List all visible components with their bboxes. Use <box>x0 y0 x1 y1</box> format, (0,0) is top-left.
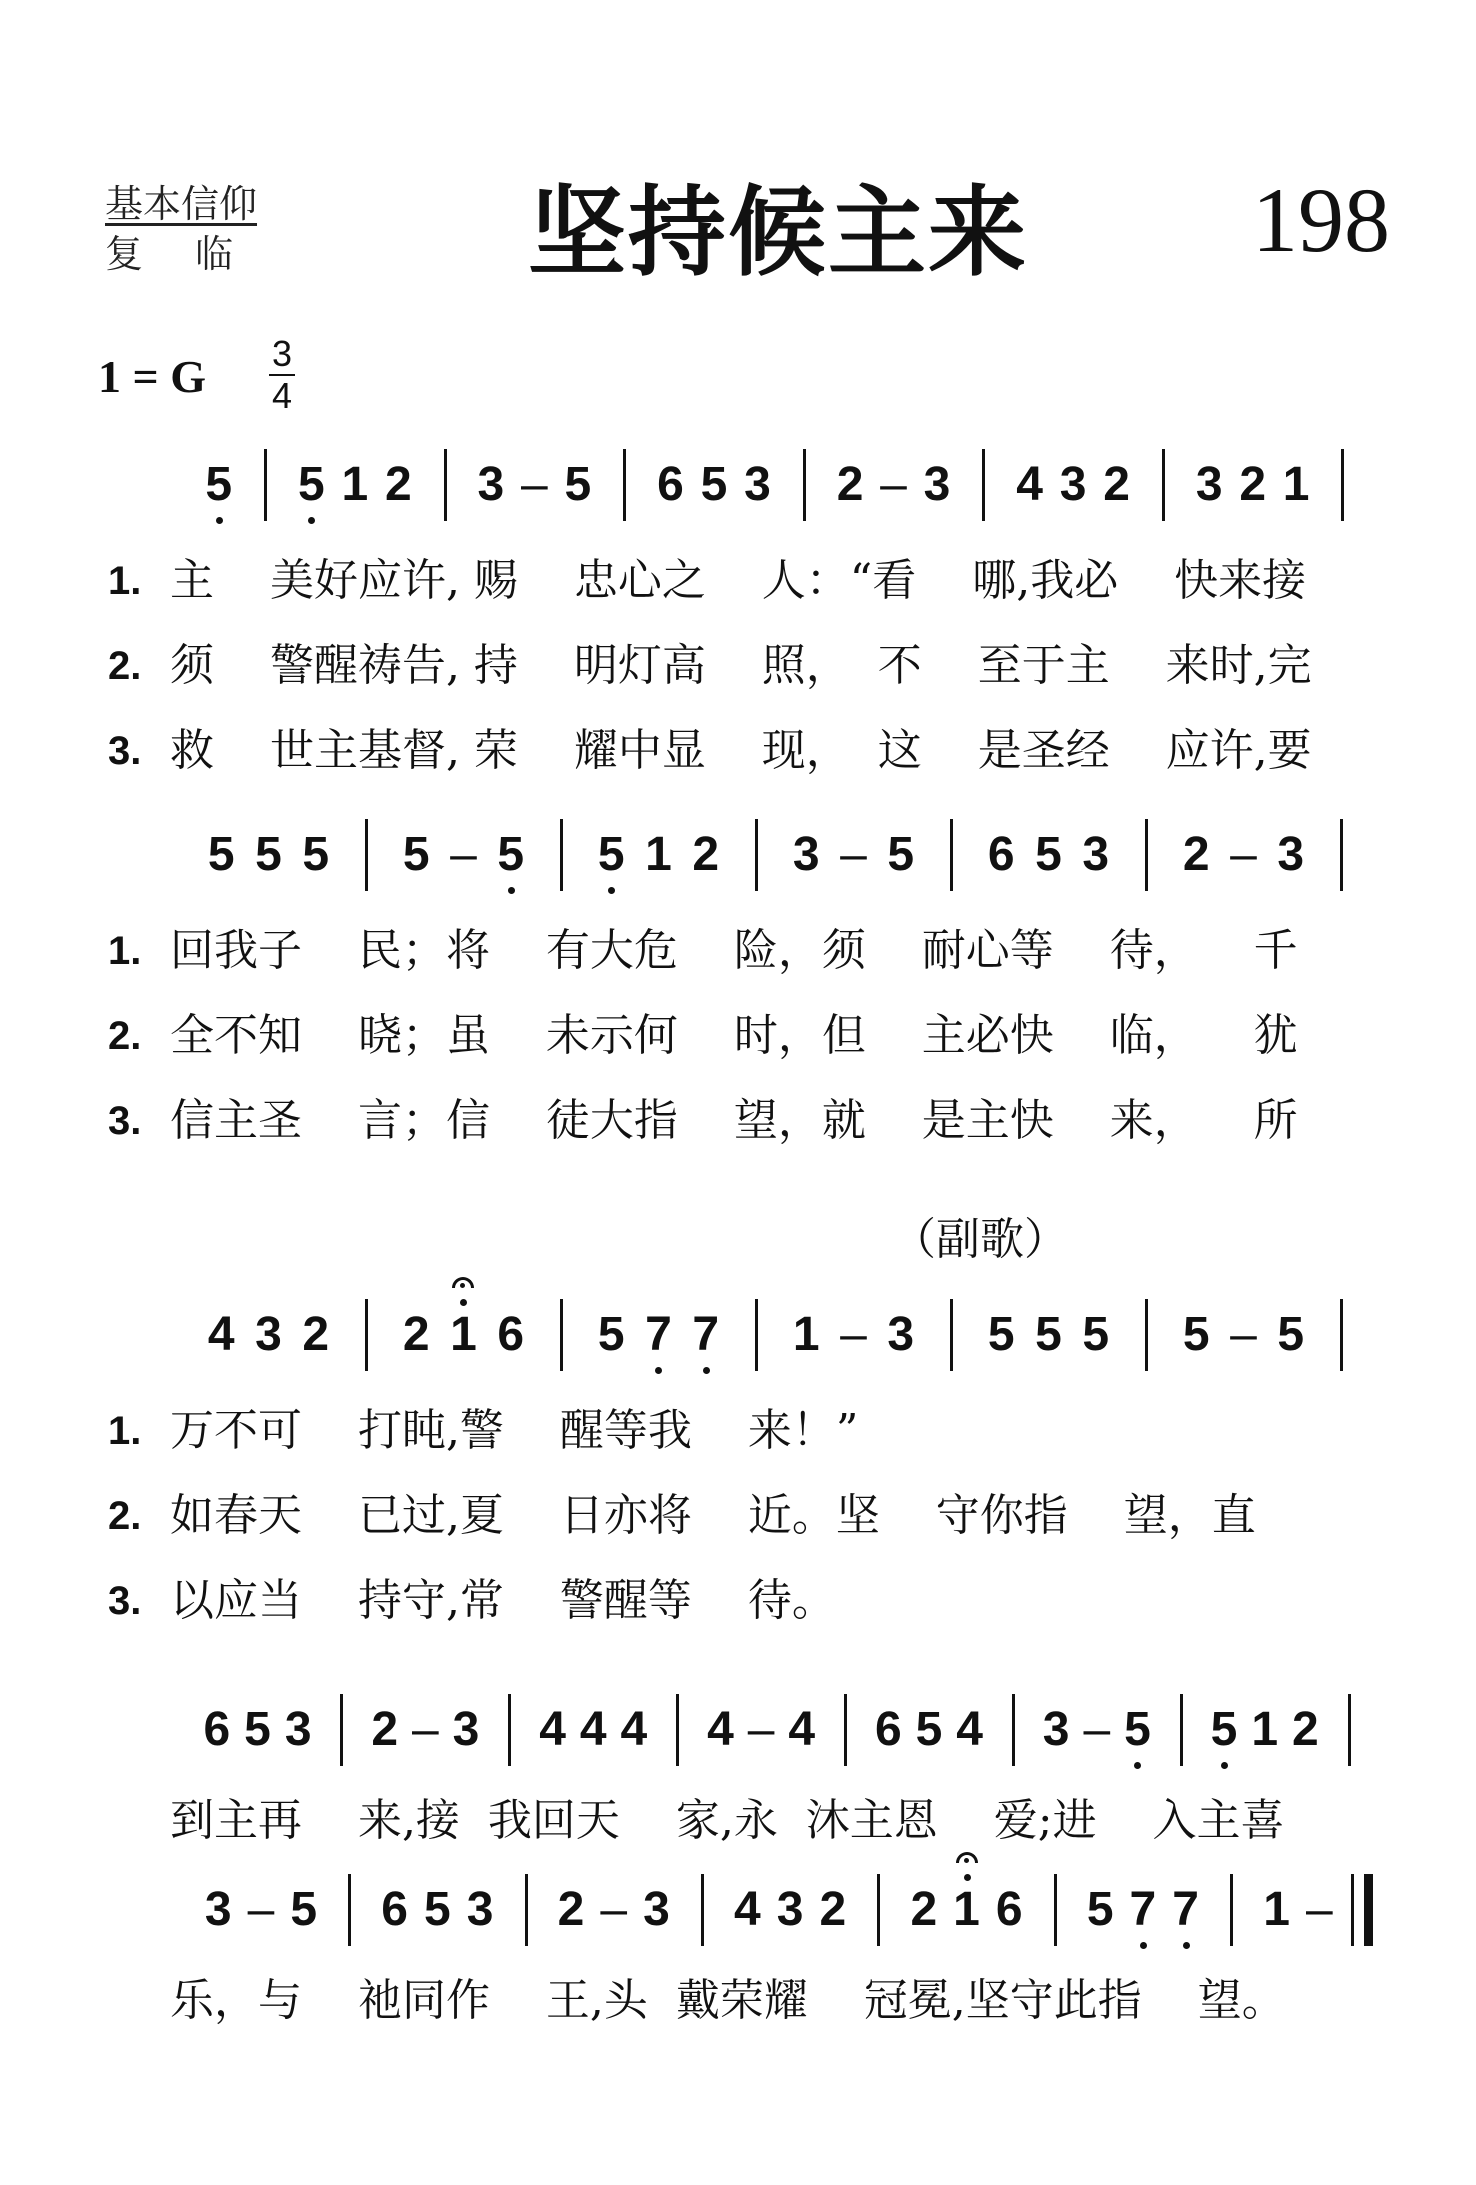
low-octave-dot <box>655 1367 662 1374</box>
note: 5 <box>290 1883 318 1936</box>
hymn-title: 坚持候主来 <box>528 176 1029 290</box>
time-numerator: 3 <box>271 333 293 374</box>
notation-line <box>0 1700 1476 1766</box>
note: 2 <box>1291 1703 1319 1756</box>
note: 3 <box>284 1703 312 1756</box>
lyric-line: 须 警醒祷告, 持 明灯高 照， 不 至于主 来时,完 <box>170 640 1312 691</box>
barline <box>1340 1299 1343 1371</box>
high-octave-dot <box>460 1299 467 1306</box>
note: 4 <box>539 1703 566 1756</box>
note: 5 <box>1035 1308 1062 1361</box>
lyric-line: 如春天 已过,夏 日亦将 近。坚 守你指 望，直 <box>170 1490 1256 1541</box>
note-extension-dash: – <box>880 458 907 511</box>
note: 1 <box>341 458 369 511</box>
note-extension-dash: – <box>840 1308 867 1361</box>
key-signature: 1 = G <box>98 351 206 402</box>
note: 3 <box>744 458 771 511</box>
note: 2 <box>819 1883 847 1936</box>
verse-number: 3. <box>108 1579 142 1623</box>
lyric-line: 乐，与 祂同作 王,头 戴荣耀 冠冕,坚守此指 望。 <box>170 1975 1286 2026</box>
note: 5 <box>1035 828 1062 881</box>
note-extension-dash: – <box>1083 1703 1111 1756</box>
low-octave-dot <box>216 517 223 524</box>
barline <box>560 1299 563 1371</box>
barline <box>950 1299 953 1371</box>
note: 5 <box>291 455 331 515</box>
low-octave-dot <box>1183 1942 1190 1949</box>
note: 5 <box>207 828 235 881</box>
barline <box>1351 1874 1354 1946</box>
barline <box>525 1874 528 1946</box>
barline <box>1230 1874 1233 1946</box>
note: 1 <box>443 1305 483 1365</box>
note: 6 <box>657 458 684 511</box>
lyric-line: 万不可 打盹,警 醒等我 来！” <box>170 1405 859 1456</box>
lyric-line: 全不知 晓；虽 未示何 时，但 主必快 临， 犹 <box>170 1010 1298 1061</box>
barline <box>1145 1299 1148 1371</box>
note: 4 <box>788 1703 816 1756</box>
note: 5 <box>564 458 592 511</box>
note: 2 <box>1182 828 1210 881</box>
note-extension-dash: – <box>247 1883 275 1936</box>
verse-number: 1. <box>108 559 142 603</box>
note: 5 <box>1082 1308 1110 1361</box>
low-octave-dot <box>1221 1762 1228 1769</box>
subcategory-label: 复临 <box>105 232 286 276</box>
barline <box>264 449 267 521</box>
note: 6 <box>995 1883 1023 1936</box>
lyric-line: 以应当 持守,常 警醒等 待。 <box>170 1575 836 1626</box>
barline <box>877 1874 880 1946</box>
note: 5 <box>887 828 915 881</box>
note: 5 <box>423 1883 451 1936</box>
verse-number: 1. <box>108 929 142 973</box>
note-extension-dash: – <box>600 1883 628 1936</box>
note: 5 <box>591 825 631 885</box>
barline <box>1054 1874 1057 1946</box>
time-denominator: 4 <box>271 375 293 416</box>
note: 5 <box>597 1308 625 1361</box>
hymn-number: 198 <box>1252 169 1390 271</box>
notation-line <box>0 825 1476 891</box>
note: 7 <box>638 1305 678 1365</box>
note: 6 <box>874 1703 902 1756</box>
note: 1 <box>1282 458 1310 511</box>
note-extension-dash: – <box>840 828 867 881</box>
lyric-line: 主 美好应许, 赐 忠心之 人：“看 哪,我必 快来接 <box>170 555 1307 606</box>
note: 2 <box>692 828 720 881</box>
low-octave-dot <box>1134 1762 1141 1769</box>
low-octave-dot <box>508 887 515 894</box>
barline <box>1341 449 1344 521</box>
note: 6 <box>203 1703 231 1756</box>
lyric-line: 回我子 民；将 有大危 险，须 耐心等 待， 千 <box>170 925 1298 976</box>
fermata-icon <box>956 1852 978 1863</box>
note: 5 <box>1277 1308 1305 1361</box>
note: 4 <box>620 1703 648 1756</box>
note: 3 <box>452 1703 480 1756</box>
note: 4 <box>707 1703 734 1756</box>
note: 7 <box>1123 1880 1163 1940</box>
note: 5 <box>402 828 430 881</box>
note: 3 <box>643 1883 670 1936</box>
barline <box>676 1694 679 1766</box>
barline <box>755 1299 758 1371</box>
barline <box>844 1694 847 1766</box>
note: 2 <box>302 1308 330 1361</box>
barline <box>950 819 953 891</box>
barline <box>560 819 563 891</box>
note: 3 <box>1277 828 1305 881</box>
note-extension-dash: – <box>1230 1308 1257 1361</box>
note: 4 <box>579 1703 607 1756</box>
barline <box>348 1874 351 1946</box>
note: 3 <box>923 458 951 511</box>
note-extension-dash: – <box>1305 1883 1333 1936</box>
category-label: 基本信仰 <box>105 182 258 226</box>
chorus-label: （副歌） <box>892 1214 1068 1265</box>
note: 5 <box>244 1703 271 1756</box>
note: 3 <box>466 1883 494 1936</box>
verse-number: 2. <box>108 1494 142 1538</box>
barline <box>508 1694 511 1766</box>
note: 4 <box>207 1308 235 1361</box>
note: 4 <box>1016 458 1043 511</box>
note: 5 <box>700 458 728 511</box>
note: 5 <box>1204 1700 1244 1760</box>
note: 3 <box>1195 458 1223 511</box>
barline <box>1145 819 1148 891</box>
note: 5 <box>915 1703 943 1756</box>
note: 2 <box>557 1883 585 1936</box>
note: 1 <box>792 1308 820 1361</box>
low-octave-dot <box>703 1367 710 1374</box>
note-extension-dash: – <box>521 458 548 511</box>
note: 3 <box>887 1308 915 1361</box>
lyric-line: 到主再 来,接 我回天 家,永 沐主恩 爱;进 入主喜 <box>170 1795 1285 1846</box>
verse-number: 1. <box>108 1409 142 1453</box>
note: 5 <box>1182 1308 1210 1361</box>
note: 5 <box>987 1308 1015 1361</box>
note: 3 <box>1059 458 1087 511</box>
note: 2 <box>1239 458 1267 511</box>
note: 3 <box>477 458 505 511</box>
note: 5 <box>491 825 531 885</box>
lyric-line: 信主圣 言；信 徒大指 望，就 是主快 来， 所 <box>170 1095 1298 1146</box>
note: 7 <box>1166 1880 1206 1940</box>
note: 5 <box>1086 1883 1114 1936</box>
note: 4 <box>734 1883 761 1936</box>
note: 5 <box>302 828 330 881</box>
note: 6 <box>381 1883 408 1936</box>
note: 3 <box>1042 1703 1070 1756</box>
note-extension-dash: – <box>412 1703 439 1756</box>
barline <box>1012 1694 1015 1766</box>
notation-line <box>0 1880 1476 1946</box>
note: 2 <box>371 1703 399 1756</box>
note: 3 <box>204 1883 232 1936</box>
note: 2 <box>402 1308 430 1361</box>
barline <box>701 1874 704 1946</box>
note: 5 <box>199 455 239 515</box>
note: 2 <box>384 458 412 511</box>
high-octave-dot <box>964 1874 971 1881</box>
verse-number: 2. <box>108 644 142 688</box>
barline <box>755 819 758 891</box>
final-barline <box>1364 1874 1373 1946</box>
note: 2 <box>1103 458 1130 511</box>
barline <box>365 1299 368 1371</box>
note-extension-dash: – <box>747 1703 775 1756</box>
low-octave-dot <box>1140 1942 1147 1949</box>
verse-number: 2. <box>108 1014 142 1058</box>
notation-line <box>0 455 1476 521</box>
barline <box>340 1694 343 1766</box>
note: 6 <box>497 1308 525 1361</box>
verse-number: 3. <box>108 729 142 773</box>
note: 3 <box>1082 828 1110 881</box>
note: 3 <box>792 828 820 881</box>
note: 4 <box>956 1703 983 1756</box>
note: 1 <box>1263 1883 1290 1936</box>
note-extension-dash: – <box>450 828 477 881</box>
note: 6 <box>987 828 1015 881</box>
fermata-icon <box>452 1277 474 1288</box>
barline <box>444 449 447 521</box>
note-extension-dash: – <box>1230 828 1257 881</box>
note: 5 <box>255 828 282 881</box>
note: 2 <box>836 458 864 511</box>
barline <box>623 449 626 521</box>
barline <box>365 819 368 891</box>
barline <box>1340 819 1343 891</box>
note: 3 <box>776 1883 804 1936</box>
verse-number: 3. <box>108 1099 142 1143</box>
barline <box>1162 449 1165 521</box>
note: 3 <box>255 1308 282 1361</box>
note: 5 <box>1117 1700 1157 1760</box>
barline <box>982 449 985 521</box>
note: 1 <box>1251 1703 1279 1756</box>
note: 1 <box>947 1880 987 1940</box>
barline <box>803 449 806 521</box>
time-signature <box>262 335 302 415</box>
low-octave-dot <box>308 517 315 524</box>
notation-line <box>0 1305 1476 1371</box>
note: 7 <box>686 1305 726 1365</box>
barline <box>1348 1694 1351 1766</box>
note: 2 <box>910 1883 938 1936</box>
barline <box>1180 1694 1183 1766</box>
low-octave-dot <box>608 887 615 894</box>
note: 1 <box>645 828 672 881</box>
lyric-line: 救 世主基督, 荣 耀中显 现， 这 是圣经 应许,要 <box>170 725 1312 776</box>
